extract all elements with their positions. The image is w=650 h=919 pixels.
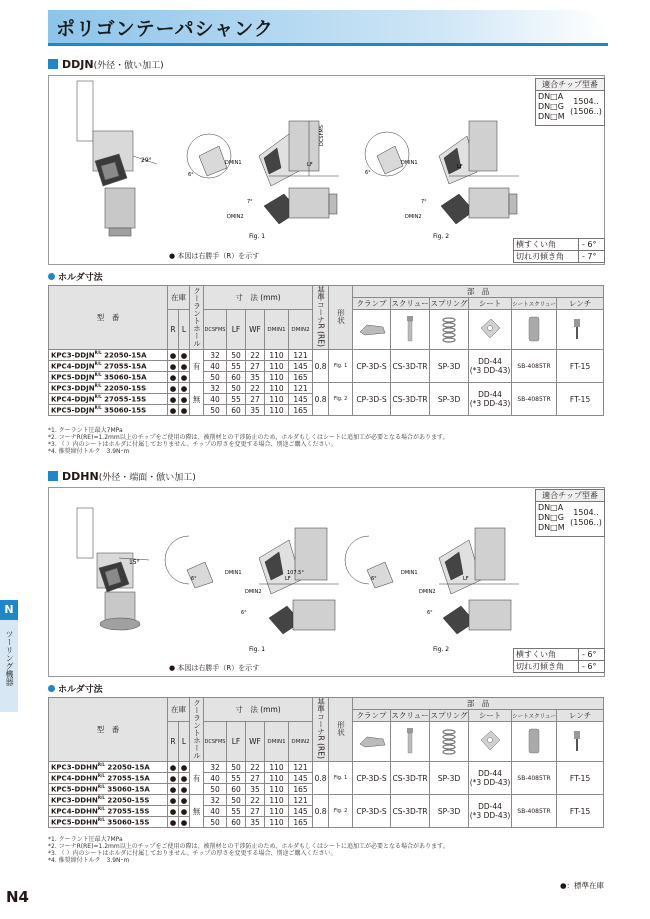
dmin2-label-f2: DMIN2 <box>405 214 422 220</box>
svg-text:Fig. 2: Fig. 2 <box>433 646 450 653</box>
table-row: $KPC5-DDJN^{R/L}$ 35060-15A ● ● 50 60 35 110 165 <box>49 372 604 383</box>
th-dmin2: DMIN2 <box>289 310 313 350</box>
th-wf: WF <box>246 310 265 350</box>
svg-text:6°: 6° <box>241 610 247 616</box>
th-lf: LF <box>227 310 246 350</box>
chip-types <box>538 92 565 122</box>
dmin2-label-f1: DMIN2 <box>227 214 244 220</box>
table-row: $KPC4-DDHN^{R/L}$ 27055-15A ● ● 40 55 27 110 145 <box>49 773 604 784</box>
svg-text:DMIN2: DMIN2 <box>419 589 436 595</box>
fig2-caption: Fig. 2 <box>433 233 450 240</box>
section-code: DDJN <box>62 58 94 71</box>
section-code: DDHN <box>62 470 99 483</box>
table-row: $KPC3-DDJN^{R/L}$ 22050-15S ● ● 無 32 50 22 110 121 0.8 Fig. 2 CP-3D-S CS-3D-TR SP-3D DD-44 (*3 DD-43) SB-4085TR FT-15 <box>49 383 604 394</box>
th-r: R <box>168 310 179 350</box>
lf-label-f1: LF <box>307 162 313 168</box>
th-clamp: クランプ <box>353 298 391 310</box>
dcs-label-f1: DCSFMS <box>319 125 325 146</box>
svg-text:LF: LF <box>463 576 469 582</box>
part-clamp-image <box>353 310 391 350</box>
table-row: $KPC4-DDJN^{R/L}$ 27055-15S ● ● 40 55 27 110 145 <box>49 394 604 405</box>
part-sheetscrew-image <box>512 722 557 762</box>
angle-label-main: 29° <box>141 157 152 164</box>
holder-drawing-ddjn <box>49 76 604 264</box>
part-wrench-image <box>557 310 604 350</box>
holder-heading-ddhn: ホルダ寸法 <box>48 682 103 695</box>
th-spring: スプリング <box>430 299 468 308</box>
holder-heading-ddjn: ホルダ寸法 <box>48 270 103 283</box>
svg-text:6°: 6° <box>371 576 377 582</box>
angle-row <box>514 239 604 251</box>
chip-box-ddjn <box>535 78 605 126</box>
dmin1-label-f2: DMIN1 <box>401 160 418 166</box>
table-row: $KPC5-DDHN^{R/L}$ 35060-15S ● ● 50 60 35 110 165 <box>49 817 604 828</box>
angle-label: 切れ刃傾き角 <box>516 252 564 261</box>
svg-text:LF: LF <box>285 576 291 582</box>
angle-value: - 7° <box>578 251 608 262</box>
th-screw: スクリュー <box>391 299 429 308</box>
section-square-icon <box>48 59 58 69</box>
svg-text:6°: 6° <box>191 576 197 582</box>
angle-a2: 7° <box>247 199 253 205</box>
chip-type: DN□M <box>538 112 565 121</box>
th-sheet: シート <box>469 298 512 310</box>
dmin1-label-f1: DMIN1 <box>225 160 242 166</box>
part-spring-image <box>430 310 469 350</box>
figure-note: ● 本図は右勝手（R）を示す <box>169 252 260 260</box>
th-stock: 在庫 <box>168 286 190 310</box>
svg-text:Fig. 1: Fig. 1 <box>249 646 266 653</box>
table-row: $KPC3-DDHN^{R/L}$ 22050-15S ● ● 無 32 50 22 110 121 0.8 Fig. 2 CP-3D-S CS-3D-TR SP-3D DD-44 (*3 DD-43) SB-4085TR FT-15 <box>49 795 604 806</box>
svg-text:6°: 6° <box>427 610 433 616</box>
side-tab-letter: N <box>0 600 18 620</box>
page-number: N4 <box>6 888 29 906</box>
section-heading-ddhn <box>48 470 196 483</box>
angle-a3: 6° <box>365 170 371 176</box>
th-wrench: レンチ <box>557 298 604 310</box>
table-row: $KPC5-DDJN^{R/L}$ 35060-15S ● ● 50 60 35 110 165 <box>49 405 604 416</box>
part-spring-image <box>430 722 469 762</box>
th-dcs: DCSFMS <box>204 310 227 350</box>
table-row: $KPC3-DDJN^{R/L}$ 22050-15A ● ● 有 32 50 22 110 121 0.8 Fig. 1 CP-3D-S CS-3D-TR SP-3D DD-44 (*3 DD-43) SB-4085TR FT-15 <box>49 350 604 361</box>
notes-ddhn: *1. クーラント圧最大7MPa *2. コーナR(RE)=1.2mm以上のチップをご使用の際は、被削材との干渉防止のため、ホルダもしくはシートに追加工が必要となる場合があります。 *3. （ ）内のシートはホルダに付属しておりません。チップの厚さを変更する場合、別途ご購入ください。 *4. 推奨締付トルク 3.9N･m <box>48 836 449 864</box>
figure-note: ● 本図は右勝手（R）を示す <box>169 664 260 672</box>
angle-label: 横すくい角 <box>516 240 556 249</box>
angle-box-ddhn: 横すくい角 - 6° 切れ刃傾き角 - 6° <box>513 648 605 673</box>
part-wrench-image <box>557 722 604 762</box>
th-shape: 形状 <box>329 286 353 350</box>
th-sheetscrew: シートスクリュー <box>512 298 557 310</box>
chip-codes <box>570 97 602 117</box>
svg-text:DMIN1: DMIN1 <box>225 570 242 576</box>
section-subtitle: (外径・端面・倣い加工) <box>98 473 196 483</box>
table-row: $KPC4-DDJN^{R/L}$ 27055-15A ● ● 40 55 27 110 145 <box>49 361 604 372</box>
chip-box-ddhn: 適合チップ型番 DN□A DN□G DN□M 1504.. (1506..) <box>535 489 605 537</box>
svg-text:107.5°: 107.5° <box>287 570 304 576</box>
chip-header: 適合チップ型番 <box>536 79 604 91</box>
svg-text:15°: 15° <box>129 559 140 566</box>
th-dmin1: DMIN1 <box>265 310 289 350</box>
chip-code-alt: (1506..) <box>570 107 602 116</box>
bullet-icon <box>48 685 55 692</box>
th-model: 型 番 <box>49 286 168 350</box>
th-corner: 基準コーナR (RE) <box>313 286 329 350</box>
th-dims: 寸 法 (mm) <box>204 286 313 310</box>
th-parts: 部 品 <box>353 286 604 298</box>
table-row: $KPC4-DDHN^{R/L}$ 27055-15S ● ● 40 55 27 110 145 <box>49 806 604 817</box>
bullet-icon <box>48 273 55 280</box>
angle-a4: 7° <box>421 199 427 205</box>
chip-type: DN□A <box>538 92 564 101</box>
side-tab-label: ツーリング機器 <box>5 630 14 686</box>
section-heading-ddjn <box>48 58 164 71</box>
chip-type: DN□G <box>538 102 564 111</box>
section-square-icon <box>48 471 58 481</box>
table-row: $KPC3-DDHN^{R/L}$ 22050-15A ● ● 有 32 50 22 110 121 0.8 Fig. 1 CP-3D-S CS-3D-TR SP-3D DD-44 (*3 DD-43) SB-4085TR FT-15 <box>49 762 604 773</box>
part-sheet-image <box>469 310 512 350</box>
holder-table-ddjn <box>48 285 604 416</box>
lf-label-f2: LF <box>457 164 463 170</box>
part-clamp-image <box>353 722 391 762</box>
table-row: $KPC5-DDHN^{R/L}$ 35060-15A ● ● 50 60 35 110 165 <box>49 784 604 795</box>
angle-box-ddjn <box>513 238 605 263</box>
page-title: ポリゴンテーパシャンク <box>56 18 274 40</box>
part-screw-image <box>391 310 430 350</box>
fig1-caption: Fig. 1 <box>249 233 266 240</box>
th-coolant: クーラントホール <box>190 286 204 350</box>
stock-legend: ●：標準在庫 <box>560 881 605 890</box>
part-screw-image <box>391 722 430 762</box>
svg-text:DMIN1: DMIN1 <box>401 570 418 576</box>
angle-row <box>514 251 604 262</box>
holder-photo <box>77 81 135 236</box>
holder-table-ddhn: 型 番 在庫 クーラントホール 寸 法 (mm) 基準コーナR (RE) 形状 部 品 クランプ スクリュー スプリング シート シートスクリュー レンチ R L DCSFMS LF WF DMIN1 DMIN2 $KPC3-DDHN^{R/L}$ 22050-15A ● ● 有 32 50 22 110 121 0.8 Fig. 1 CP-3D-S CS-3D-TR SP-3D DD-44 (*3 DD-43) SB-4085TR FT-15 $KPC4-DDHN^{R/L}$ 27055-15A ● ● 40 55 27 110 145 $KPC5-DDHN^{R/L}$ 35060-15A ● ● 50 60 35 110 165 $KPC3-DDHN^{R/L}$ 22050-15S ● ● 無 32 50 22 110 121 0.8 Fig. 2 CP-3D-S CS-3D-TR SP-3D DD-44 (*3 DD-43) SB-4085TR FT-15 $KPC4-DDHN^{R/L}$ 27055-15S ● ● 40 55 27 110 145 $KPC5-DDHN^{R/L}$ 35060-15S ● ● 50 60 35 110 165 <box>48 697 604 828</box>
notes-ddjn: *1. クーラント圧最大7MPa *2. コーナR(RE)=1.2mm以上のチップをご使用の際は、被削材との干渉防止のため、ホルダもしくはシートに追加工が必要となる場合があります。 *3. （ ）内のシートはホルダに付属しておりません。チップの厚さを変更する場合、別途ご購入ください。 *4. 推奨締付トルク 3.9N･m <box>48 427 449 455</box>
chip-code: 1504.. <box>573 97 599 106</box>
svg-text:DMIN2: DMIN2 <box>245 589 262 595</box>
section-subtitle: (外径・倣い加工) <box>93 61 164 71</box>
th-l: L <box>179 310 190 350</box>
part-sheet-image <box>469 722 512 762</box>
figure-panel-ddjn <box>48 75 605 265</box>
part-sheetscrew-image <box>512 310 557 350</box>
angle-a1: 6° <box>188 172 194 178</box>
angle-value: - 6° <box>578 239 608 250</box>
